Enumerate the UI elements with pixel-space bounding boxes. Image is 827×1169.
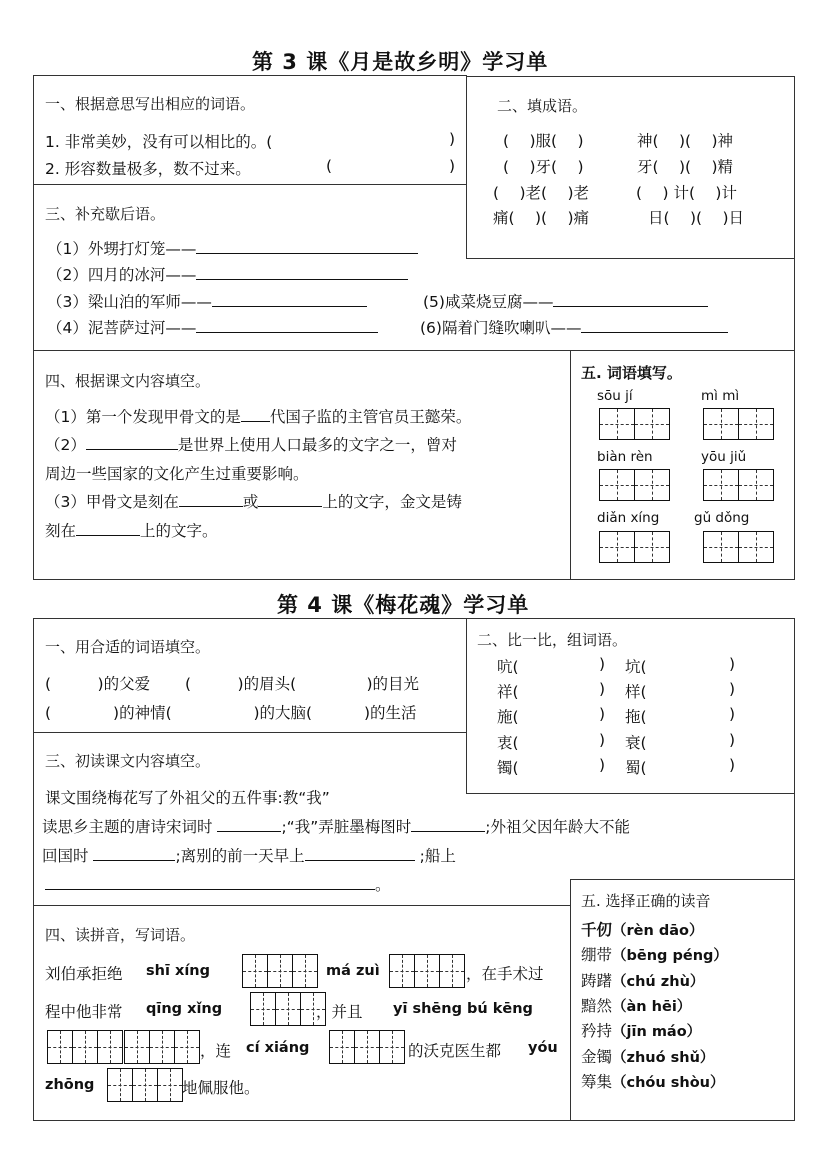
text-segment: 上的文字。 — [140, 522, 218, 540]
tianzige-box[interactable] — [599, 408, 669, 440]
tianzige-box[interactable] — [124, 1030, 199, 1064]
word: 金镯 — [581, 1048, 613, 1066]
l3-sec1-item-2 — [45, 157, 251, 179]
paren-close[interactable]: ) — [729, 756, 736, 774]
pinyin-options[interactable]: （rèn dāo） — [612, 923, 704, 939]
paren-close[interactable]: ) — [599, 655, 606, 673]
xiehouyu-label: (5)咸菜烧豆腐—— — [423, 293, 554, 311]
l3-xiehouyu-4 — [47, 316, 378, 338]
text-segment: 读思乡主题的唐诗宋词时 — [42, 818, 213, 836]
reading-item — [581, 1019, 701, 1041]
l3-sec4-line3: 周边一些国家的文化产生过重要影响。 — [45, 465, 309, 483]
l3-idiom-4b[interactable]: 日( )( )日 — [648, 209, 745, 227]
char-b: 样( — [625, 683, 647, 701]
answer-blank[interactable] — [45, 875, 375, 890]
l4-p3b: 的沃克医生都 — [408, 1042, 502, 1060]
char-a: 吭( — [497, 658, 519, 676]
l3-sec4-line1 — [45, 405, 471, 427]
item-num: 2. — [45, 160, 60, 178]
paren-close[interactable]: ) — [599, 705, 606, 723]
xiehouyu-label: (6)隔着门缝吹喇叭—— — [420, 319, 582, 337]
l3-xiehouyu-3 — [47, 290, 367, 312]
l3-section4-heading: 四、根据课文内容填空。 — [45, 372, 211, 390]
pinyin-options[interactable]: （bēng péng） — [612, 948, 728, 964]
l3-xiehouyu-1 — [47, 237, 418, 259]
l3-idiom-2a[interactable]: ( )牙( ) — [503, 158, 584, 176]
reading-item — [581, 1045, 714, 1067]
answer-blank[interactable] — [93, 846, 175, 861]
xiehouyu-label: （2）四月的冰河—— — [47, 266, 197, 284]
pinyin-options[interactable]: （jīn máo） — [612, 1024, 702, 1040]
xiehouyu-label: （4）泥菩萨过河—— — [47, 319, 197, 337]
char-a: 施( — [497, 708, 519, 726]
l4-p2b: ，并且 — [316, 1003, 363, 1021]
text-segment: 刻在 — [45, 522, 77, 540]
tianzige-box[interactable] — [389, 954, 464, 988]
l4-fill-4[interactable]: ( )的神情( — [45, 704, 172, 722]
l3-section3-heading: 三、补充歇后语。 — [45, 205, 166, 223]
pinyin-label: biàn rèn — [597, 449, 653, 465]
word: 踌躇 — [581, 972, 613, 990]
text-segment: ;离别的前一天早上 — [175, 847, 305, 865]
l3-sec4-line5 — [45, 519, 218, 541]
pinyin-label: gǔ dǒng — [694, 510, 750, 526]
char-a: 祥( — [497, 683, 519, 701]
answer-blank[interactable] — [411, 817, 485, 832]
tianzige-box[interactable] — [599, 469, 669, 501]
reading-item — [581, 969, 704, 991]
reading-item — [581, 918, 704, 940]
l4-sec3-line2 — [42, 815, 630, 837]
word: 矜持 — [581, 1022, 613, 1040]
text-segment: 回国时 — [42, 847, 89, 865]
tianzige-box[interactable] — [47, 1030, 122, 1064]
l3-idiom-4a[interactable]: 痛( )( )痛 — [493, 209, 590, 227]
paren-close[interactable]: ) — [599, 731, 606, 749]
l3-sec1-item-2-close[interactable]: ) — [449, 157, 456, 175]
l4-section1-heading: 一、用合适的词语填空。 — [45, 638, 211, 656]
text-segment: 或 — [242, 493, 259, 511]
text-segment: （2） — [45, 436, 86, 454]
l4-p1-pinyin1: shī xíng — [146, 963, 210, 979]
l4-section2-heading: 二、比一比，组词语。 — [477, 631, 628, 649]
l4-p4-pinyin: zhōng — [45, 1077, 95, 1093]
char-b: 坑( — [625, 658, 647, 676]
answer-blank[interactable] — [196, 318, 378, 333]
l4-p3a: ，连 — [200, 1042, 232, 1060]
l4-p2a: 程中他非常 — [45, 1003, 123, 1021]
text-segment: ;外祖父因年龄大不能 — [485, 818, 630, 836]
lesson3-title: 第 3 课《月是故乡明》学习单 — [252, 50, 549, 74]
answer-blank[interactable] — [305, 846, 415, 861]
answer-blank[interactable] — [196, 239, 418, 254]
item-text: 非常美妙，没有可以相比的。( — [64, 133, 273, 151]
paren-close[interactable]: ) — [729, 655, 736, 673]
l3-idiom-2b[interactable]: 牙( )( )精 — [637, 158, 734, 176]
char-a: 镯( — [497, 759, 519, 777]
tianzige-box[interactable] — [703, 408, 773, 440]
l3-sec4-line2 — [45, 433, 457, 455]
text-segment: （1）第一个发现甲骨文的是 — [45, 408, 241, 426]
l4-sec3-line4 — [45, 873, 391, 895]
pinyin-options[interactable]: （chú zhù） — [612, 974, 705, 990]
text-segment: （3）甲骨文是刻在 — [45, 493, 179, 511]
pinyin-label: diǎn xíng — [597, 510, 660, 526]
l4-p1a: 刘伯承拒绝 — [45, 965, 123, 983]
l3-sec1-item-1-close[interactable]: ) — [449, 130, 456, 148]
tianzige-box[interactable] — [242, 954, 317, 988]
tianzige-box[interactable] — [599, 531, 669, 563]
char-b: 拖( — [625, 708, 647, 726]
tianzige-box[interactable] — [703, 531, 773, 563]
answer-blank[interactable] — [76, 521, 140, 536]
text-segment: 是世界上使用人口最多的文字之一，曾对 — [177, 436, 457, 454]
l4-fill-2[interactable]: ( )的眉头( — [185, 675, 297, 693]
l3-xiehouyu-5 — [423, 290, 708, 312]
l3-idiom-3b[interactable]: ( ) 计( )计 — [636, 184, 737, 202]
l3-section2-heading: 二、填成语。 — [497, 97, 588, 115]
pinyin-label: yōu jiǔ — [701, 449, 747, 465]
lesson4-title: 第 4 课《梅花魂》学习单 — [277, 593, 530, 617]
answer-blank[interactable] — [196, 265, 408, 280]
l4-fill-3[interactable]: )的目光 — [320, 675, 420, 693]
paren-close[interactable]: ) — [599, 756, 606, 774]
item-num: 1. — [45, 133, 60, 151]
paren-close[interactable]: ) — [599, 680, 606, 698]
reading-item — [581, 994, 691, 1016]
reading-item — [581, 1070, 725, 1092]
text-segment: ;“我”弄脏墨梅图时 — [281, 818, 412, 836]
l4-fill-6[interactable]: )的生活 — [333, 704, 417, 722]
word: 千仞 — [581, 921, 613, 939]
l3-sec1-item-1 — [45, 130, 272, 152]
answer-blank[interactable] — [179, 492, 243, 507]
l3-idiom-1a[interactable]: ( )服( ) — [503, 132, 584, 150]
answer-blank[interactable] — [217, 817, 281, 832]
text-segment: ;船上 — [419, 847, 456, 865]
text-segment: 上的文字，金文是铸 — [322, 493, 462, 511]
word: 黯然 — [581, 997, 613, 1015]
l4-p3-pinyin: cí xiáng — [246, 1040, 310, 1056]
text-segment: 代国子监的主管官员王懿荣。 — [269, 408, 472, 426]
pinyin-options[interactable]: （àn hēi） — [612, 999, 692, 1015]
tianzige-box[interactable] — [250, 992, 325, 1026]
answer-blank[interactable] — [581, 318, 728, 333]
answer-blank[interactable] — [212, 292, 367, 307]
l4-sec3-line3 — [42, 844, 456, 866]
l4-fill-1[interactable]: ( )的父爱 — [45, 675, 151, 693]
l3-section1-heading: 一、根据意思写出相应的词语。 — [45, 95, 256, 113]
answer-blank[interactable] — [86, 435, 178, 450]
paren-close[interactable]: ) — [729, 680, 736, 698]
l4-section3-heading: 三、初读课文内容填空。 — [45, 752, 211, 770]
answer-blank[interactable] — [258, 492, 322, 507]
char-b: 蜀( — [625, 759, 647, 777]
l4-p2-pinyin2: yī shēng bú kēng — [393, 1001, 533, 1017]
l3-sec1-item-2-open[interactable]: ( — [326, 157, 333, 175]
tianzige-box[interactable] — [703, 469, 773, 501]
l3-idiom-3a[interactable]: ( )老( )老 — [493, 184, 590, 202]
paren-close[interactable]: ) — [729, 731, 736, 749]
char-b: 衰( — [625, 734, 647, 752]
answer-blank[interactable] — [241, 407, 270, 422]
l4-sec3-line1: 课文围绕梅花写了外祖父的五件事:教“我” — [45, 789, 330, 807]
l4-p4b: 地佩服他。 — [182, 1079, 260, 1097]
l3-xiehouyu-2 — [47, 263, 408, 285]
l3-section5-heading: 五. 词语填写。 — [581, 364, 682, 382]
xiehouyu-label: （1）外甥打灯笼—— — [47, 240, 197, 258]
pinyin-label: mì mì — [701, 388, 740, 404]
pinyin-options[interactable]: （zhuó shǔ） — [612, 1050, 715, 1066]
l4-fill-5[interactable]: )的大脑( — [207, 704, 313, 722]
tianzige-box[interactable] — [329, 1030, 404, 1064]
l3-sec4-line4 — [45, 490, 462, 512]
l4-p1-pinyin2: má zuì — [326, 963, 380, 979]
pinyin-label: sōu jí — [597, 388, 633, 404]
answer-blank[interactable] — [553, 292, 708, 307]
xiehouyu-label: （3）梁山泊的军师—— — [47, 293, 212, 311]
pinyin-options[interactable]: （chóu shòu） — [612, 1075, 725, 1091]
paren-close[interactable]: ) — [729, 705, 736, 723]
l4-p3-pinyin2: yóu — [528, 1040, 558, 1056]
l4-p1b: ，在手术过 — [466, 965, 544, 983]
item-text: 形容数量极多，数不过来。 — [64, 160, 251, 178]
l3-idiom-1b[interactable]: 神( )( )神 — [637, 132, 734, 150]
word: 筹集 — [581, 1073, 613, 1091]
tianzige-box[interactable] — [107, 1068, 182, 1102]
reading-item — [581, 943, 728, 965]
word: 绷带 — [581, 946, 613, 964]
text-segment: 。 — [375, 876, 391, 894]
l4-section5-heading: 五. 选择正确的读音 — [581, 892, 711, 910]
char-a: 衷( — [497, 734, 519, 752]
l4-p2-pinyin: qīng xǐng — [146, 1001, 223, 1017]
l3-xiehouyu-6 — [420, 316, 728, 338]
l4-section4-heading: 四、读拼音，写词语。 — [45, 926, 196, 944]
